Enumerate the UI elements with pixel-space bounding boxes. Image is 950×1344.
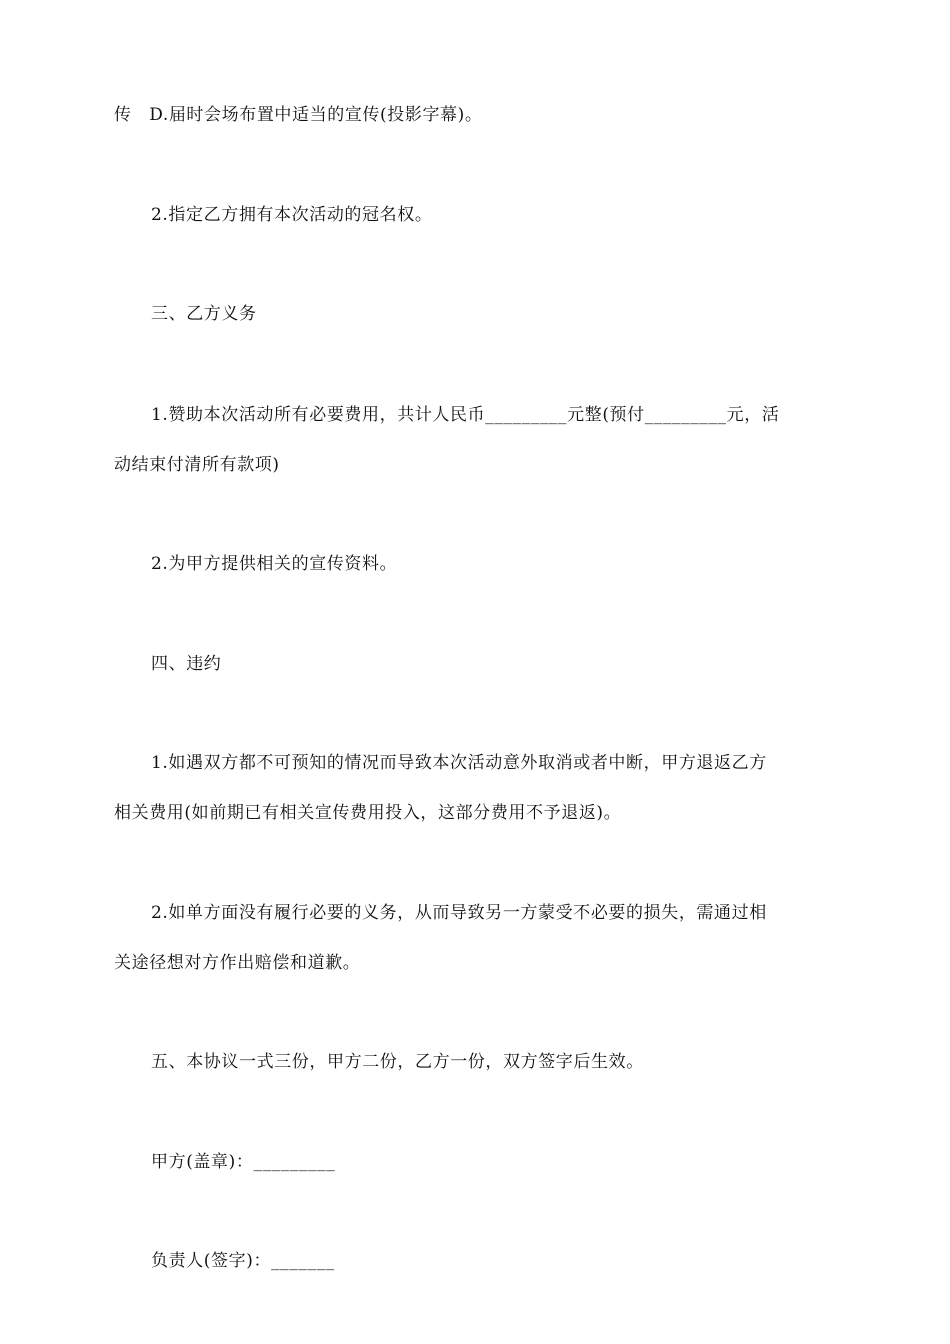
naming-rights-line: 2.指定乙方拥有本次活动的冠名权。 — [151, 205, 433, 225]
force-majeure-line-cont: 相关费用(如前期已有相关宣传费用投入，这部分费用不予退返)。 — [114, 803, 622, 823]
sponsorship-fee-line-cont: 动结束付清所有款项) — [114, 455, 280, 475]
sponsorship-fee-line: 1.赞助本次活动所有必要费用，共计人民币_________元整(预付_________元，活 — [151, 405, 780, 425]
unilateral-breach-line-cont: 关途径想对方作出赔偿和道歉。 — [114, 953, 361, 973]
clause-d-line: 传 D.届时会场布置中适当的宣传(投影字幕)。 — [114, 105, 483, 125]
promo-materials-line: 2.为甲方提供相关的宣传资料。 — [151, 554, 398, 574]
party-a-seal-line: 甲方(盖章)：_________ — [151, 1152, 336, 1172]
unilateral-breach-line: 2.如单方面没有履行必要的义务，从而导致另一方蒙受不必要的损失，需通过相 — [151, 903, 767, 923]
section-five-copies-line: 五、本协议一式三份，甲方二份，乙方一份，双方签字后生效。 — [151, 1052, 644, 1072]
force-majeure-line: 1.如遇双方都不可预知的情况而导致本次活动意外取消或者中断，甲方退返乙方 — [151, 753, 767, 773]
section-heading-party-b-duties: 三、乙方义务 — [151, 304, 257, 324]
responsible-person-signature-line: 负责人(签字)：_______ — [151, 1251, 335, 1271]
section-heading-breach: 四、违约 — [151, 654, 222, 674]
